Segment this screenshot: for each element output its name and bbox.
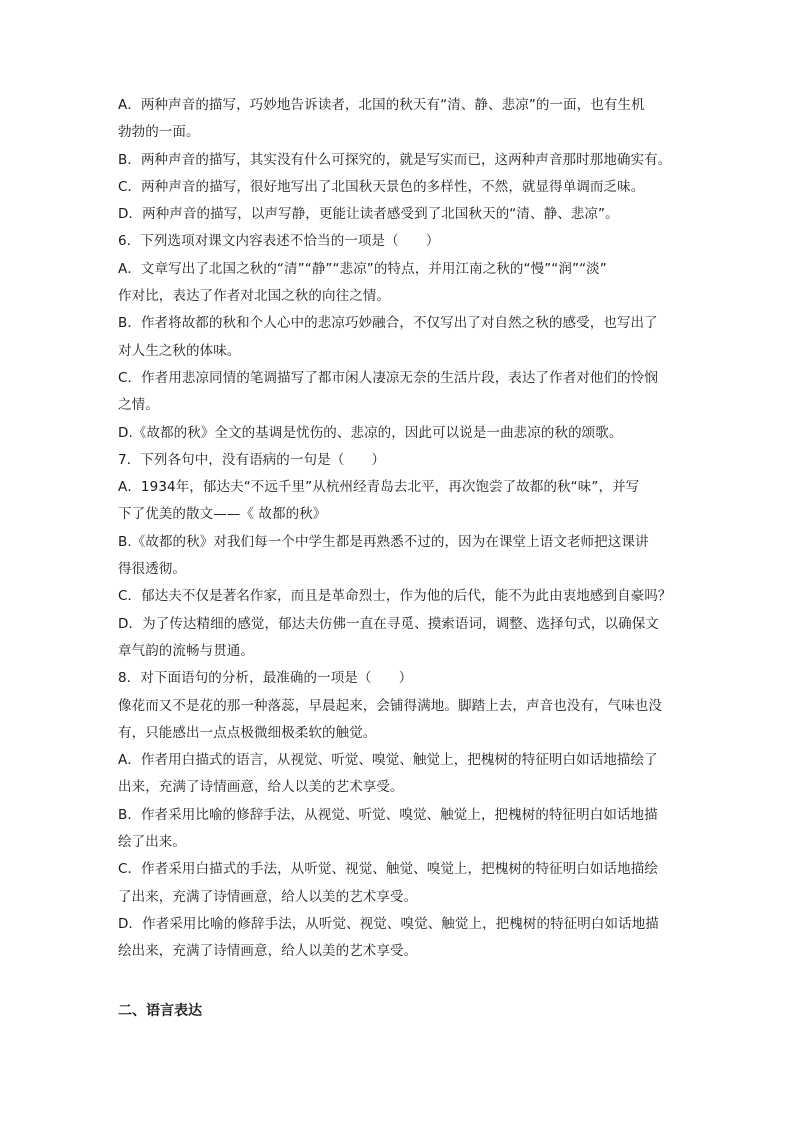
text-line: 对人生之秋的体味。: [118, 342, 241, 359]
text-line: A．1934年，郁达夫“不远千里”从杭州经青岛去北平，再次饱尝了故都的秋“味”，并写: [118, 479, 640, 496]
text-line: A．文章写出了北国之秋的“清”“静”“悲凉”的特点，并用江南之秋的“慢”“润”“淡”: [118, 260, 607, 277]
text-line: D．两种声音的描写，以声写静，更能让读者感受到了北国秋天的“清、静、悲凉”。: [118, 206, 619, 223]
text-line: 勃勃的一面。: [118, 124, 200, 141]
text-line: C．两种声音的描写，很好地写出了北国秋天景色的多样性，不然，就显得单调而乏味。: [118, 178, 645, 195]
text-line: C．郁达夫不仅是著名作家，而且是革命烈士，作为他的后代，能不为此由衷地感到自豪吗？: [118, 588, 672, 605]
text-line: D．为了传达精细的感觉，郁达夫仿佛一直在寻觅、摸索语词，调整、选择句式，以确保文: [118, 615, 659, 632]
question-8-stem: 8．对下面语句的分析，最准确的一项是（ ）: [118, 670, 413, 687]
question-6-stem: 6．下列选项对课文内容表述不恰当的一项是（ ）: [118, 233, 440, 250]
question-text-block: [118, 92, 678, 966]
text-line: 绘出来，充满了诗情画意，给人以美的艺术享受。: [118, 943, 418, 960]
text-line: 绘了出来。: [118, 834, 186, 851]
text-line: C．作者采用白描式的手法，从听觉、视觉、触觉、嗅觉上，把槐树的特征明白如话地描绘: [118, 861, 658, 878]
text-line: 了出来，充满了诗情画意，给人以美的艺术享受。: [118, 888, 418, 905]
text-line: B．两种声音的描写，其实没有什么可探究的，就是写实而已，这两种声音那时那地确实有。: [118, 151, 672, 168]
text-line: 之情。: [118, 397, 159, 414]
quoted-passage-line: 像花而又不是花的那一种落蕊，早晨起来，会铺得满地。脚踏上去，声音也没有，气味也没: [118, 697, 662, 714]
text-line: D.《故都的秋》全文的基调是忧伤的、悲凉的，因此可以说是一曲悲凉的秋的颂歌。: [118, 424, 623, 441]
text-line: A．作者用白描式的语言，从视觉、听觉、嗅觉、触觉上，把槐树的特征明白如话地描绘了: [118, 752, 658, 769]
text-line: 出来，充满了诗情画意，给人以美的艺术享受。: [118, 779, 404, 796]
text-line: D．作者采用比喻的修辞手法，从听觉、视觉、嗅觉、触觉上，把槐树的特征明白如话地描: [118, 915, 659, 932]
quoted-passage-line: 有，只能感出一点点极微细极柔软的触觉。: [118, 724, 377, 741]
text-line: A．两种声音的描写，巧妙地告诉读者，北国的秋天有“清、静、悲凉”的一面，也有生机: [118, 97, 645, 113]
text-line: B．作者采用比喻的修辞手法，从视觉、听觉、嗅觉、触觉上，把槐树的特征明白如话地描: [118, 806, 658, 823]
text-line: 得很透彻。: [118, 561, 186, 578]
text-line: 作对比，表达了作者对北国之秋的向往之情。: [118, 288, 390, 305]
text-line: B.《故都的秋》对我们每一个中学生都是再熟悉不过的，因为在课堂上语文老师把这课讲: [118, 533, 649, 550]
text-line: B．作者将故都的秋和个人心中的悲凉巧妙融合，不仅写出了对自然之秋的感受，也写出了: [118, 315, 658, 332]
text-line: 章气韵的流畅与贯通。: [118, 642, 254, 659]
text-line: C．作者用悲凉同情的笔调描写了都市闲人凄凉无奈的生活片段，表达了作者对他们的怜悯: [118, 369, 658, 386]
text-line: 下了优美的散文——《 故都的秋》: [118, 506, 327, 523]
section-heading: 二、语言表达: [118, 1003, 202, 1019]
question-7-stem: 7．下列各句中，没有语病的一句是（ ）: [118, 451, 386, 468]
